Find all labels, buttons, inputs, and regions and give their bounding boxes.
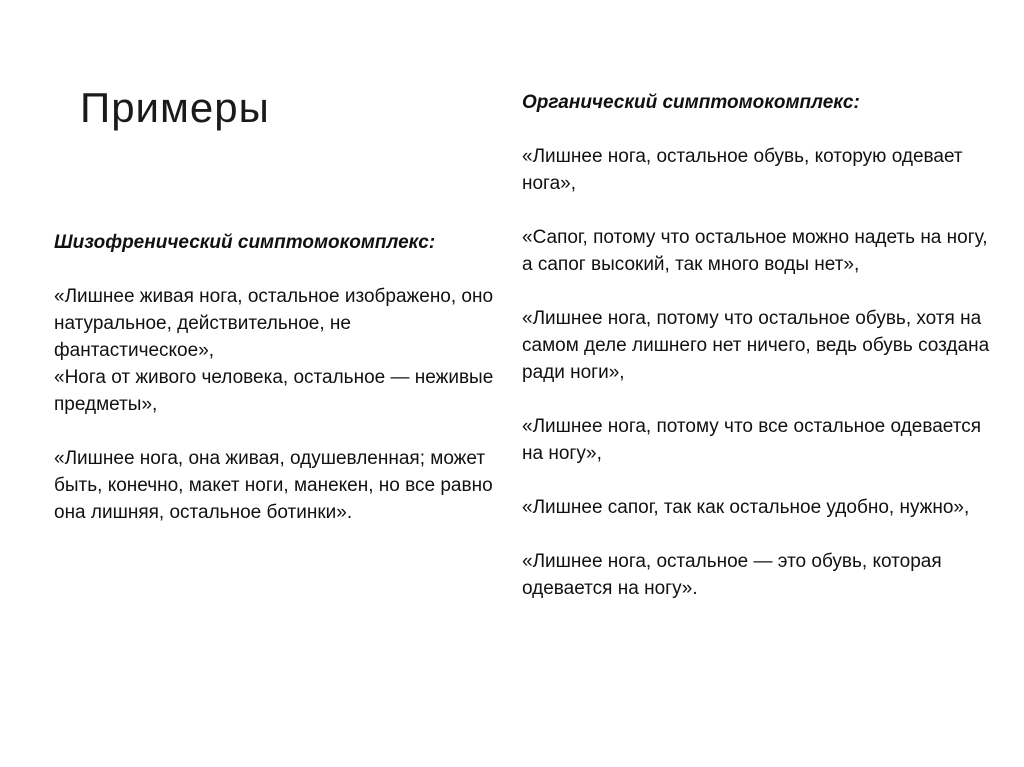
left-quote-3: «Лишнее нога, она живая, одушевленная; может быть, конечно, макет ноги, манекен, но все равно она лишняя, остальное ботинки». — [54, 448, 493, 523]
right-quote-5: «Лишнее сапог, так как остальное удобно, нужно», — [522, 497, 970, 518]
left-quote-2: «Нога от живого человека, остальное — неживые предметы», — [54, 367, 494, 415]
right-quote-2: «Сапог, потому что остальное можно надеть на ногу, а сапог высокий, так много воды нет», — [522, 227, 988, 275]
right-quote-6: «Лишнее нога, остальное — это обувь, которая одевается на ногу». — [522, 551, 942, 599]
right-quote-4: «Лишнее нога, потому что все остальное одевается на ногу», — [522, 416, 981, 464]
left-column — [54, 229, 494, 553]
right-quote-3: «Лишнее нога, потому что остальное обувь, хотя на самом деле лишнего нет ничего, ведь обувь создана ради ноги», — [522, 308, 990, 383]
right-column — [522, 89, 992, 629]
slide-title: Примеры — [80, 84, 270, 131]
left-quote-1: «Лишнее живая нога, остальное изображено, оно натуральное, действительное, не фантастическое», — [54, 286, 494, 361]
right-heading: Органический симптомокомплекс: — [522, 92, 860, 113]
left-heading: Шизофренический симптомокомплекс: — [54, 232, 436, 253]
right-quote-1: «Лишнее нога, остальное обувь, которую одевает нога», — [522, 146, 963, 194]
